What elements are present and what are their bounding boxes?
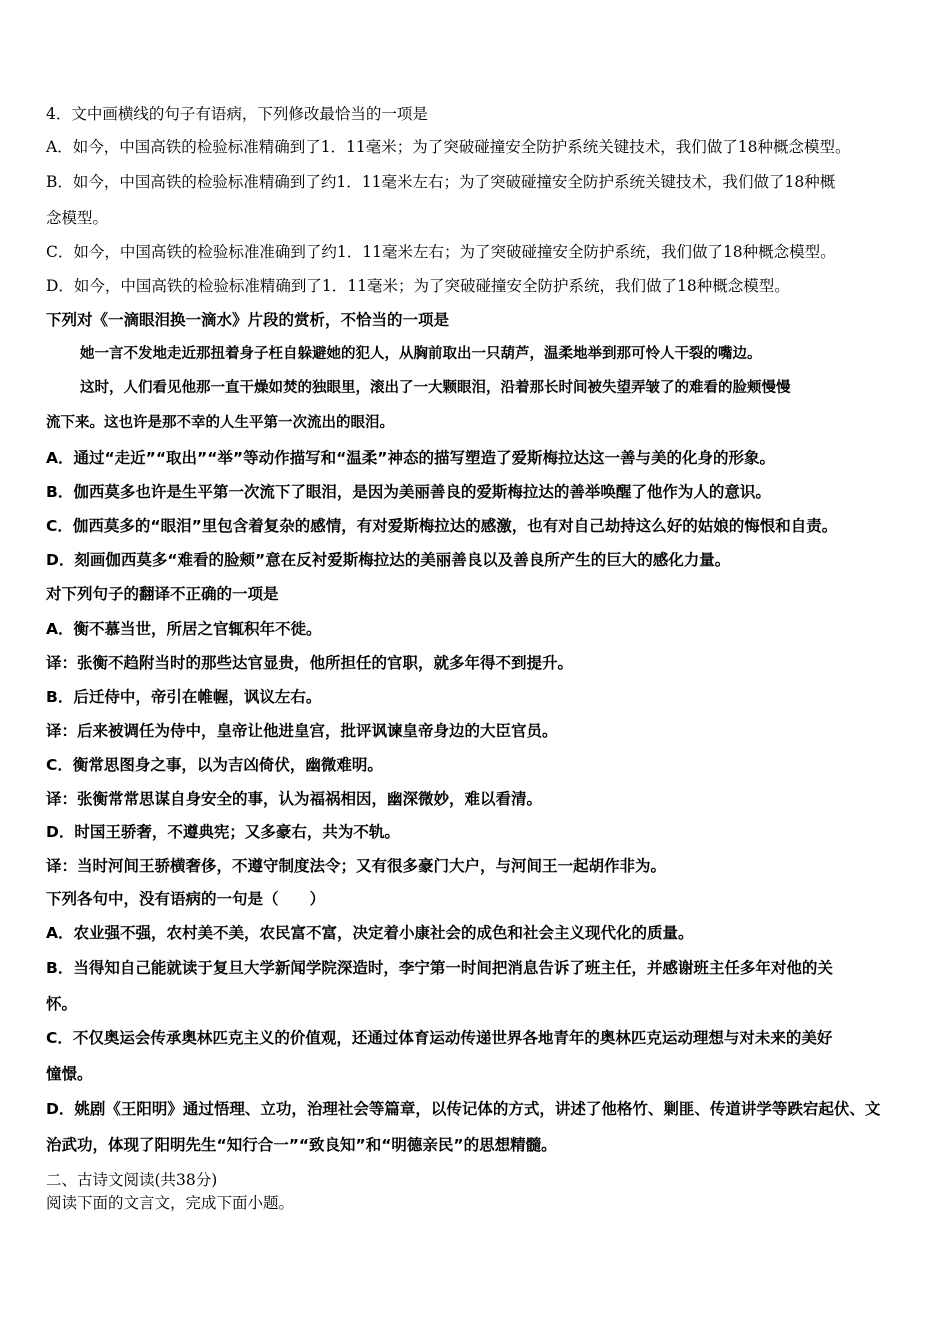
q6-line: B．后迁侍中，帝引在帷幄，讽议左右。 bbox=[46, 688, 322, 706]
q5-option-a: A．通过“走近”“取出”“举”等动作描写和“温柔”神态的描写塑造了爱斯梅拉达这一善与美的化身的形象。 bbox=[46, 449, 775, 467]
q5-passage-line: 她一言不发地走近那扭着身子枉自躲避她的犯人，从胸前取出一只葫芦，温柔地举到那可怜人干裂的嘴边。 bbox=[80, 345, 762, 362]
q6-stem: 对下列句子的翻译不正确的一项是 bbox=[46, 585, 279, 603]
q4-stem: 4．文中画横线的句子有语病，下列修改最恰当的一项是 bbox=[46, 105, 428, 123]
q7-line: 治武功，体现了阳明先生“知行合一”“致良知”和“明德亲民”的思想精髓。 bbox=[46, 1136, 557, 1154]
q5-option-c: C．伽西莫多的“眼泪”里包含着复杂的感情，有对爱斯梅拉达的感激，也有对自己劫持这么好的姑娘的悔恨和自责。 bbox=[46, 517, 838, 535]
q7-line: D．姚剧《王阳明》通过悟理、立功，治理社会等篇章，以传记体的方式，讲述了他格竹、剿匪、传道讲学等跌宕起伏、文 bbox=[46, 1100, 881, 1118]
q6-line: D．时国王骄奢，不遵典宪；又多豪右，共为不轨。 bbox=[46, 823, 400, 841]
q7-line: B．当得知自己能就读于复旦大学新闻学院深造时，李宁第一时间把消息告诉了班主任，并感谢班主任多年对他的关 bbox=[46, 959, 833, 977]
q5-passage-line: 这时，人们看见他那一直干燥如焚的独眼里，滚出了一大颗眼泪，沿着那长时间被失望弄皱了的难看的脸颊慢慢 bbox=[80, 379, 791, 396]
q5-option-b: B．伽西莫多也许是生平第一次流下了眼泪，是因为美丽善良的爱斯梅拉达的善举唤醒了他作为人的意识。 bbox=[46, 483, 771, 501]
q4-option-a: A．如今，中国高铁的检验标准精确到了1．11毫米；为了突破碰撞安全防护系统关键技术，我们做了18种概念模型。 bbox=[46, 138, 851, 156]
section-instruction: 阅读下面的文言文，完成下面小题。 bbox=[46, 1194, 295, 1212]
q4-option-d: D．如今，中国高铁的检验标准精确到了1．11毫米；为了突破碰撞安全防护系统，我们做了18种概念模型。 bbox=[46, 277, 790, 295]
q4-option-b: B．如今，中国高铁的检验标准精确到了约1．11毫米左右；为了突破碰撞安全防护系统关键技术，我们做了18种概 bbox=[46, 173, 836, 191]
q7-line: A．农业强不强，农村美不美，农民富不富，决定着小康社会的成色和社会主义现代化的质量。 bbox=[46, 924, 694, 942]
q6-line: 译：张衡不趋附当时的那些达官显贵，他所担任的官职，就多年得不到提升。 bbox=[46, 654, 574, 672]
section-heading: 二、古诗文阅读(共38分) bbox=[46, 1171, 218, 1189]
q7-line: 怀。 bbox=[46, 995, 78, 1013]
q6-line: 译：后来被调任为侍中，皇帝让他进皇宫，批评讽谏皇帝身边的大臣官员。 bbox=[46, 722, 558, 740]
q5-stem: 下列对《一滴眼泪换一滴水》片段的赏析，不恰当的一项是 bbox=[46, 311, 450, 329]
q6-line: C．衡常思图身之事，以为吉凶倚伏，幽微难明。 bbox=[46, 756, 383, 774]
q6-line: A．衡不慕当世，所居之官辄积年不徙。 bbox=[46, 620, 322, 638]
q4-option-b-cont: 念模型。 bbox=[46, 209, 109, 227]
q6-line: 译：当时河间王骄横奢侈，不遵守制度法令；又有很多豪门大户，与河间王一起胡作非为。 bbox=[46, 857, 667, 875]
q4-option-c: C．如今，中国高铁的检验标准准确到了约1．11毫米左右；为了突破碰撞安全防护系统，我们做了18种概念模型。 bbox=[46, 243, 836, 261]
q5-option-d: D．刻画伽西莫多“难看的脸颊”意在反衬爱斯梅拉达的美丽善良以及善良所产生的巨大的感化力量。 bbox=[46, 551, 731, 569]
q6-line: 译：张衡常常思谋自身安全的事，认为福祸相因，幽深微妙，难以看清。 bbox=[46, 790, 543, 808]
q7-line: C．不仅奥运会传承奥林匹克主义的价值观，还通过体育运动传递世界各地青年的奥林匹克运动理想与对未来的美好 bbox=[46, 1029, 833, 1047]
q5-passage-line: 流下来。这也许是那不幸的人生平第一次流出的眼泪。 bbox=[46, 414, 394, 431]
q7-stem: 下列各句中，没有语病的一句是（ ） bbox=[46, 890, 326, 908]
q7-line: 憧憬。 bbox=[46, 1065, 93, 1083]
